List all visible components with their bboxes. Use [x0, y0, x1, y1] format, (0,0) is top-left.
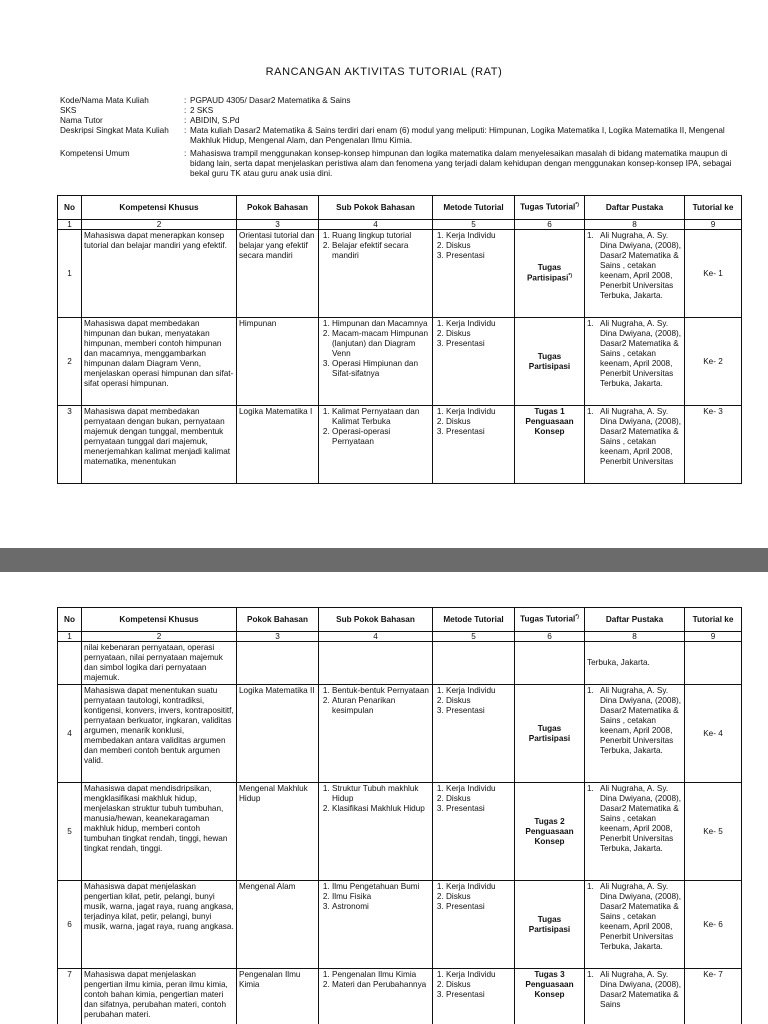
header-sub: Sub Pokok Bahasan: [319, 196, 433, 220]
rat-table-page-2: [57, 607, 742, 1024]
tugas-cell: Tugas 2 Penguasaan Konsep: [515, 783, 585, 881]
header-tutorial: Tutorial ke: [685, 196, 742, 220]
meta-label: Kode/Nama Mata Kuliah: [60, 96, 149, 105]
meta-row: Deskripsi Singkat Mata Kuliah : Mata kuliah Dasar2 Matematika & Sains terdiri dari enam (6) modul yang meliputi: Himpunan, Logika Matematika I, Logika Matematika II, Mengenal Makhluk Hidup, Mengenal Alam, dan Pengenalan Ilmu Kimia.: [60, 126, 740, 146]
meta-value: PGPAUD 4305/ Dasar2 Matematika & Sains: [190, 96, 351, 105]
table-row: 1 Mahasiswa dapat menerapkan konsep tutorial dan belajar mandiri yang efektif. Orientasi tutorial dan belajar yang efektif secara mandiri 1. Ruang lingkup tutorial 2. Belajar efektif secara mandiri 1. Kerja Individu 2. Diskus 3. Presentasi Tugas Partisipasi*) 1. Ali Nugraha, A. Sy. Dina Dwiyana, (2008), Dasar2 Matematika & Sains , cetakan keenam, April 2008, Penerbit Universitas Terbuka, Jakarta. Ke- 1: [58, 230, 742, 318]
tugas-cell: Tugas Partisipasi: [515, 318, 585, 406]
table-row: 6 Mahasiswa dapat menjelaskan pengertian kilat, petir, pelangi, bunyi musik, warna, jagat raya, ruang angkasa, terjadinya kilat, petir, pelangi, bunyi musik, warna, jagat raya, ruang angkasa. Mengenal Alam 1. Ilmu Pengetahuan Bumi 2. Ilmu Fisika 3. Astronomi 1. Kerja Individu 2. Diskus 3. Presentasi Tugas Partisipasi 1. Ali Nugraha, A. Sy. Dina Dwiyana, (2008), Dasar2 Matematika & Sains , cetakan keenam, April 2008, Penerbit Universitas Terbuka, Jakarta. Ke- 6: [58, 881, 742, 969]
header-no: No: [58, 608, 82, 632]
column-number-row: 1 2 3 4 5 6 8 9: [58, 632, 742, 642]
header-no: No: [58, 196, 82, 220]
header-pokok: Pokok Bahasan: [237, 196, 319, 220]
header-tugas: Tugas Tutorial*): [515, 608, 585, 632]
meta-value: ABIDIN, S.Pd: [190, 116, 240, 125]
document-title: RANCANGAN AKTIVITAS TUTORIAL (RAT): [265, 66, 503, 78]
header-tugas: Tugas Tutorial*): [515, 196, 585, 220]
tugas-cell: Tugas Partisipasi: [515, 685, 585, 783]
meta-row: Nama Tutor : ABIDIN, S.Pd: [60, 116, 740, 126]
continuation-row: nilai kebenaran pernyataan, operasi pernyataan, nilai pernyataan majemuk dan simbol logika dari pernyataan majemuk. Terbuka, Jakarta.: [58, 642, 742, 685]
header-tutorial: Tutorial ke: [685, 608, 742, 632]
meta-label: SKS: [60, 106, 77, 115]
table-row: 3 Mahasiswa dapat membedakan pernyataan dengan bukan, pernyataan majemuk dengan tunggal, membentuk pernyataan tunggal dari majemuk, menerjemahkan kalimat menjadi kalimat matematika, menentukan Logika Matematika I 1. Kalimat Pernyataan dan Kalimat Terbuka 2. Operasi-operasi Pernyataan 1. Kerja Individu 2. Diskus 3. Presentasi Tugas 1 Penguasaan Konsep 1. Ali Nugraha, A. Sy. Dina Dwiyana, (2008), Dasar2 Matematika & Sains , cetakan keenam, April 2008, Penerbit Universitas Ke- 3: [58, 406, 742, 484]
header-pustaka: Daftar Pustaka: [585, 608, 685, 632]
meta-label: Kompetensi Umum: [60, 149, 130, 158]
tugas-cell: Tugas 3 Penguasaan Konsep: [515, 969, 585, 1024]
tugas-cell: Tugas Partisipasi*): [515, 230, 585, 318]
meta-row: SKS : 2 SKS: [60, 106, 740, 116]
header-row: [58, 196, 742, 220]
header-pokok: Pokok Bahasan: [237, 608, 319, 632]
table-row: 4 Mahasiswa dapat menentukan suatu pernyataan tautologi, kontradiksi, kontigensi, konvers, invers, kontraposititf, pernyataan berkuator, ingkaran, validitas argumen, menarik konklusi, membedakan antara validitas argumen dan memberi contoh bentuk argumen valid. Logika Matematika II 1. Bentuk-bentuk Pernyataan 2. Aturan Penarikan kesimpulan 1. Kerja Individu 2. Diskus 3. Presentasi Tugas Partisipasi 1. Ali Nugraha, A. Sy. Dina Dwiyana, (2008), Dasar2 Matematika & Sains , cetakan keenam, April 2008, Penerbit Universitas Terbuka, Jakarta. Ke- 4: [58, 685, 742, 783]
meta-row: Kode/Nama Mata Kuliah : PGPAUD 4305/ Dasar2 Matematika & Sains: [60, 96, 740, 106]
header-metode: Metode Tutorial: [433, 196, 515, 220]
header-metode: Metode Tutorial: [433, 608, 515, 632]
table-row: 7 Mahasiswa dapat menjelaskan pengertian ilmu kimia, peran ilmu kimia, contoh bahan kimia, pengertian materi dan sifatnya, perubahan materi, contoh perubahan materi. Pengenalan Ilmu Kimia 1. Pengenalan Ilmu Kimia 2. Materi dan Perubahannya 1. Kerja Individu 2. Diskus 3. Presentasi Tugas 3 Penguasaan Konsep 1. Ali Nugraha, A. Sy. Dina Dwiyana, (2008), Dasar2 Matematika & Sains Ke- 7: [58, 969, 742, 1024]
table-row: 2 Mahasiswa dapat membedakan himpunan dan bukan, menyatakan himpunan, memberi contoh himpunan dan macamnya, menggambarkan himpunan dalam Diagram Venn, menjelaskan operasi himpunan dan sifat-sifat operasi himpunan. Himpunan 1. Himpunan dan Macamnya 2. Macam-macam Himpunan (lanjutan) dan Diagram Venn 3. Operasi Himpiunan dan Sifat-sifatnya 1. Kerja Individu 2. Diskus 3. Presentasi Tugas Partisipasi 1. Ali Nugraha, A. Sy. Dina Dwiyana, (2008), Dasar2 Matematika & Sains , cetakan keenam, April 2008, Penerbit Universitas Terbuka, Jakarta. Ke- 2: [58, 318, 742, 406]
tugas-cell: Tugas Partisipasi: [515, 881, 585, 969]
meta-value: Mahasiswa trampil menggunakan konsep-konsep himpunan dan logika matematika dalam menyelesaikan masalah di bidang matematika maupun di bidang lain, serta dapat menjelaskan peristiwa alam dan fenomena yang terjadi dalam kehidupan dengan menggunakan konsep-konsep IPA, sebagai bekal guru TK atau guru anak usia dini.: [190, 149, 732, 178]
column-number-row: 1 2 3 4 5 6 8 9: [58, 220, 742, 230]
meta-value: 2 SKS: [190, 106, 214, 115]
header-sub: Sub Pokok Bahasan: [319, 608, 433, 632]
course-meta: [60, 96, 740, 179]
meta-label: Nama Tutor: [60, 116, 103, 125]
header-row: [58, 608, 742, 632]
page-2: [0, 572, 768, 1024]
tugas-cell: Tugas 1 Penguasaan Konsep: [515, 406, 585, 484]
header-pustaka: Daftar Pustaka: [585, 196, 685, 220]
meta-label: Deskripsi Singkat Mata Kuliah: [60, 126, 169, 135]
header-kompetensi: Kompetensi Khusus: [82, 196, 237, 220]
meta-row: Kompetensi Umum : Mahasiswa trampil menggunakan konsep-konsep himpunan dan logika matematika dalam menyelesaikan masalah di bidang matematika maupun di bidang lain, serta dapat menjelaskan peristiwa alam dan fenomena yang terjadi dalam kehidupan dengan menggunakan konsep-konsep IPA, sebagai bekal guru TK atau guru anak usia dini.: [60, 149, 740, 179]
table-row: 5 Mahasiswa dapat mendisdripsikan, mengklasifikasi makhluk hidup, menjelaskan struktur tubuh tumbuhan, manusia/hewan, keanekaragaman makhluk hidup, memberi contoh tumbuhan tingkat rendah, tinggi, hewan tingkat rendah, tinggi. Mengenal Makhluk Hidup 1. Struktur Tubuh makhluk Hidup 2. Klasifikasi Makhluk Hidup 1. Kerja Individu 2. Diskus 3. Presentasi Tugas 2 Penguasaan Konsep 1. Ali Nugraha, A. Sy. Dina Dwiyana, (2008), Dasar2 Matematika & Sains , cetakan keenam, April 2008, Penerbit Universitas Terbuka, Jakarta. Ke- 5: [58, 783, 742, 881]
meta-value: Mata kuliah Dasar2 Matematika & Sains terdiri dari enam (6) modul yang meliputi: Himpunan, Logika Matematika I, Logika Matematika II, Mengenal Makhluk Hidup, Mengenal Alam, dan Pengenalan Ilmu Kimia.: [190, 126, 725, 145]
header-kompetensi: Kompetensi Khusus: [82, 608, 237, 632]
rat-table-page-1: [57, 195, 742, 484]
